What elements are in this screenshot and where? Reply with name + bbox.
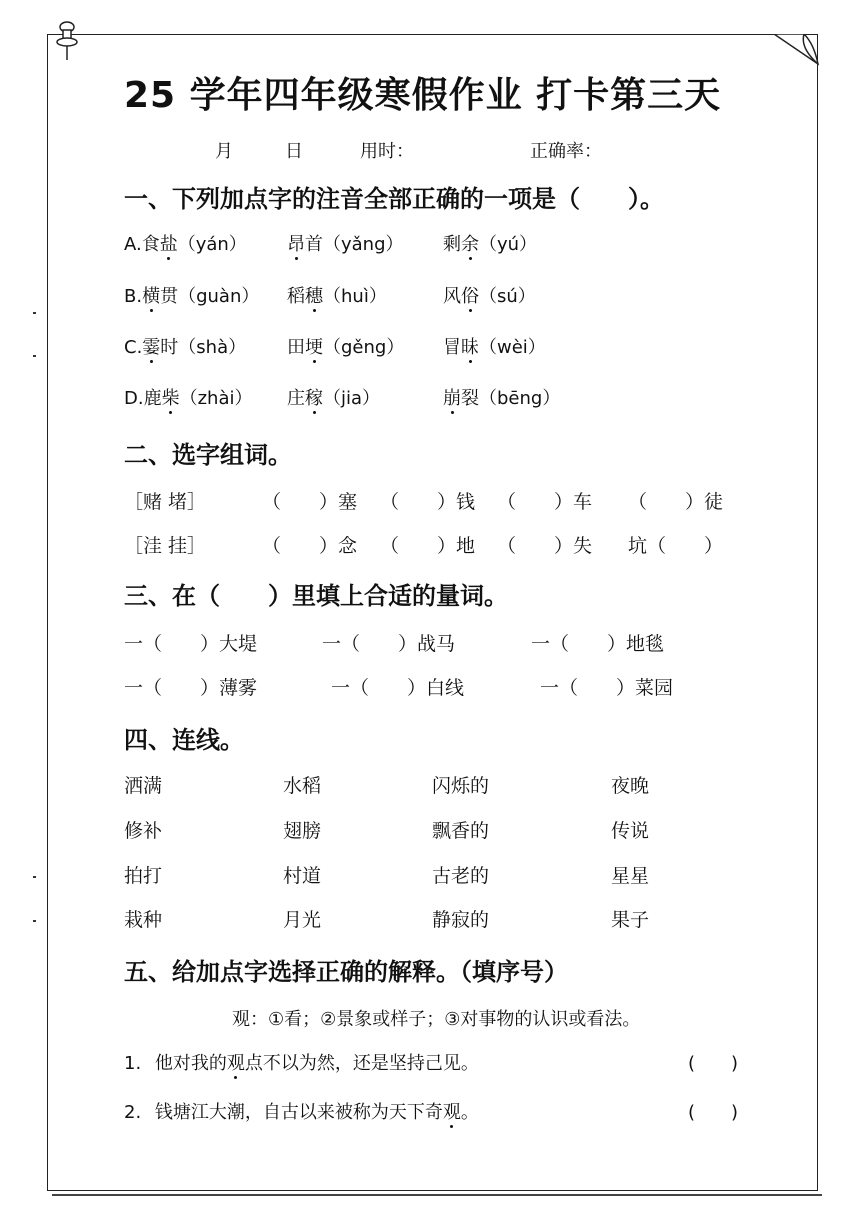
section-5-heading: 五、给加点字选择正确的解释。（填序号） bbox=[124, 958, 568, 986]
dotted-char: 埂 bbox=[305, 337, 323, 358]
match-word[interactable]: 夜晚 bbox=[611, 775, 650, 797]
word-post: （zhài） bbox=[179, 388, 253, 409]
word-pre: 冒 bbox=[443, 337, 461, 358]
question-text-post: 点不以为然，还是坚持己见。 bbox=[244, 1053, 479, 1074]
question-2 bbox=[124, 1104, 479, 1122]
word-post: 贯（guàn） bbox=[160, 286, 260, 307]
dotted-char: 昂 bbox=[287, 234, 305, 255]
pushpin-icon bbox=[54, 20, 80, 62]
definition-text: 观：①看；②景象或样子；③对事物的认识或看法。 bbox=[232, 1009, 641, 1030]
measure-word-blank[interactable]: 一（ ）战马 bbox=[322, 633, 456, 655]
section-4-heading: 四、连线。 bbox=[124, 726, 244, 754]
word-post: （jia） bbox=[323, 388, 381, 409]
option-c-word bbox=[124, 339, 246, 357]
match-word[interactable]: 拍打 bbox=[124, 865, 163, 887]
char-choice-pair: ［赌 堵］ bbox=[124, 491, 207, 513]
question-1 bbox=[124, 1055, 479, 1073]
question-text-post: 。 bbox=[460, 1102, 479, 1123]
word-pre: 剩 bbox=[443, 234, 461, 255]
option-d-word bbox=[287, 390, 380, 408]
word-pre: 稻 bbox=[287, 286, 305, 307]
dotted-char: 穗 bbox=[305, 286, 323, 307]
word-post: 首（yǎng） bbox=[305, 234, 404, 255]
match-word[interactable]: 水稻 bbox=[283, 775, 322, 797]
fill-blank-word[interactable]: （ ）地 bbox=[380, 535, 476, 557]
option-a-word bbox=[124, 236, 247, 254]
measure-word-blank[interactable]: 一（ ）地毯 bbox=[531, 633, 665, 655]
edge-speck bbox=[33, 355, 36, 357]
dotted-char: 余 bbox=[461, 234, 479, 255]
dotted-char: 稼 bbox=[305, 388, 323, 409]
word-pre: 田 bbox=[287, 337, 305, 358]
word-post: （wèi） bbox=[479, 337, 546, 358]
match-word[interactable]: 栽种 bbox=[124, 909, 163, 931]
edge-speck bbox=[33, 920, 36, 922]
word-post: （huì） bbox=[323, 286, 387, 307]
match-word[interactable]: 村道 bbox=[283, 865, 322, 887]
match-word[interactable]: 闪烁的 bbox=[432, 775, 490, 797]
match-word[interactable]: 静寂的 bbox=[432, 909, 490, 931]
option-c-word bbox=[287, 339, 404, 357]
match-word[interactable]: 修补 bbox=[124, 820, 163, 842]
match-word[interactable]: 翅膀 bbox=[283, 820, 322, 842]
month-label: 月 bbox=[215, 141, 233, 162]
section-2-heading: 二、选字组词。 bbox=[124, 441, 292, 469]
word-pre: 鹿 bbox=[143, 388, 162, 409]
option-d-word bbox=[443, 390, 560, 408]
option-c-word bbox=[443, 339, 546, 357]
measure-word-blank[interactable]: 一（ ）薄雾 bbox=[124, 677, 258, 699]
option-b-word bbox=[124, 288, 259, 306]
fill-blank-word[interactable]: （ ）徒 bbox=[628, 491, 724, 513]
fill-blank-word[interactable]: 坑（ ） bbox=[628, 535, 724, 557]
dotted-char: 横 bbox=[142, 286, 161, 307]
dotted-char: 俗 bbox=[461, 286, 479, 307]
page-curl-icon bbox=[774, 34, 820, 70]
word-post: （gěng） bbox=[323, 337, 405, 358]
page-title: 25 学年四年级寒假作业 打卡第三天 bbox=[124, 75, 722, 116]
word-pre: 风 bbox=[443, 286, 461, 307]
word-post: 时（shà） bbox=[160, 337, 247, 358]
edge-speck bbox=[33, 876, 36, 878]
section-1-heading: 一、下列加点字的注音全部正确的一项是（ ）。 bbox=[124, 185, 664, 213]
measure-word-blank[interactable]: 一（ ）菜园 bbox=[540, 677, 674, 699]
option-b-word bbox=[443, 288, 536, 306]
match-word[interactable]: 月光 bbox=[283, 909, 322, 931]
option-label: B. bbox=[124, 286, 143, 307]
char-choice-pair: ［洼 挂］ bbox=[124, 535, 207, 557]
word-post: （yán） bbox=[177, 234, 247, 255]
match-word[interactable]: 果子 bbox=[611, 909, 650, 931]
fill-blank-word[interactable]: （ ）塞 bbox=[262, 491, 358, 513]
dotted-char: 盐 bbox=[159, 234, 178, 255]
word-post: （yú） bbox=[479, 234, 538, 255]
match-word[interactable]: 传说 bbox=[611, 820, 650, 842]
word-post: 裂（bēng） bbox=[461, 388, 561, 409]
option-b-word bbox=[287, 288, 387, 306]
fill-blank-word[interactable]: （ ）失 bbox=[497, 535, 593, 557]
option-a-word bbox=[287, 236, 404, 254]
fill-blank-word[interactable]: （ ）念 bbox=[262, 535, 358, 557]
match-word[interactable]: 星星 bbox=[611, 865, 650, 887]
dotted-char: 柴 bbox=[161, 388, 180, 409]
accuracy-label: 正确率： bbox=[530, 141, 602, 162]
match-word[interactable]: 飘香的 bbox=[432, 820, 490, 842]
question-number: 2. bbox=[124, 1102, 142, 1123]
fill-blank-word[interactable]: （ ）车 bbox=[497, 491, 593, 513]
answer-blank-2[interactable]: ( ) bbox=[688, 1102, 739, 1123]
dotted-char: 观 bbox=[226, 1053, 245, 1074]
dotted-char: 霎 bbox=[142, 337, 161, 358]
word-pre: 庄 bbox=[287, 388, 305, 409]
measure-word-blank[interactable]: 一（ ）白线 bbox=[331, 677, 465, 699]
word-post: （sú） bbox=[479, 286, 536, 307]
match-word[interactable]: 洒满 bbox=[124, 775, 163, 797]
fill-blank-word[interactable]: （ ）钱 bbox=[380, 491, 476, 513]
option-label: C. bbox=[124, 337, 143, 358]
dotted-char: 观 bbox=[442, 1102, 461, 1123]
measure-word-blank[interactable]: 一（ ）大堤 bbox=[124, 633, 258, 655]
question-text-pre: 钱塘江大潮，自古以来被称为天下奇 bbox=[154, 1102, 443, 1123]
question-number: 1. bbox=[124, 1053, 142, 1074]
match-word[interactable]: 古老的 bbox=[432, 865, 490, 887]
dotted-char: 昧 bbox=[461, 337, 479, 358]
dotted-char: 崩 bbox=[443, 388, 461, 409]
answer-blank-1[interactable]: ( ) bbox=[688, 1053, 739, 1074]
time-label: 用时： bbox=[360, 141, 414, 162]
option-a-word bbox=[443, 236, 537, 254]
question-text-pre: 他对我的 bbox=[154, 1053, 227, 1074]
word-pre: 食 bbox=[141, 234, 160, 255]
day-label: 日 bbox=[285, 141, 303, 162]
section-3-heading: 三、在（ ）里填上合适的量词。 bbox=[124, 582, 508, 610]
option-label: D. bbox=[124, 388, 144, 409]
option-d-word bbox=[124, 390, 252, 408]
option-label: A. bbox=[124, 234, 142, 255]
edge-speck bbox=[33, 312, 36, 314]
